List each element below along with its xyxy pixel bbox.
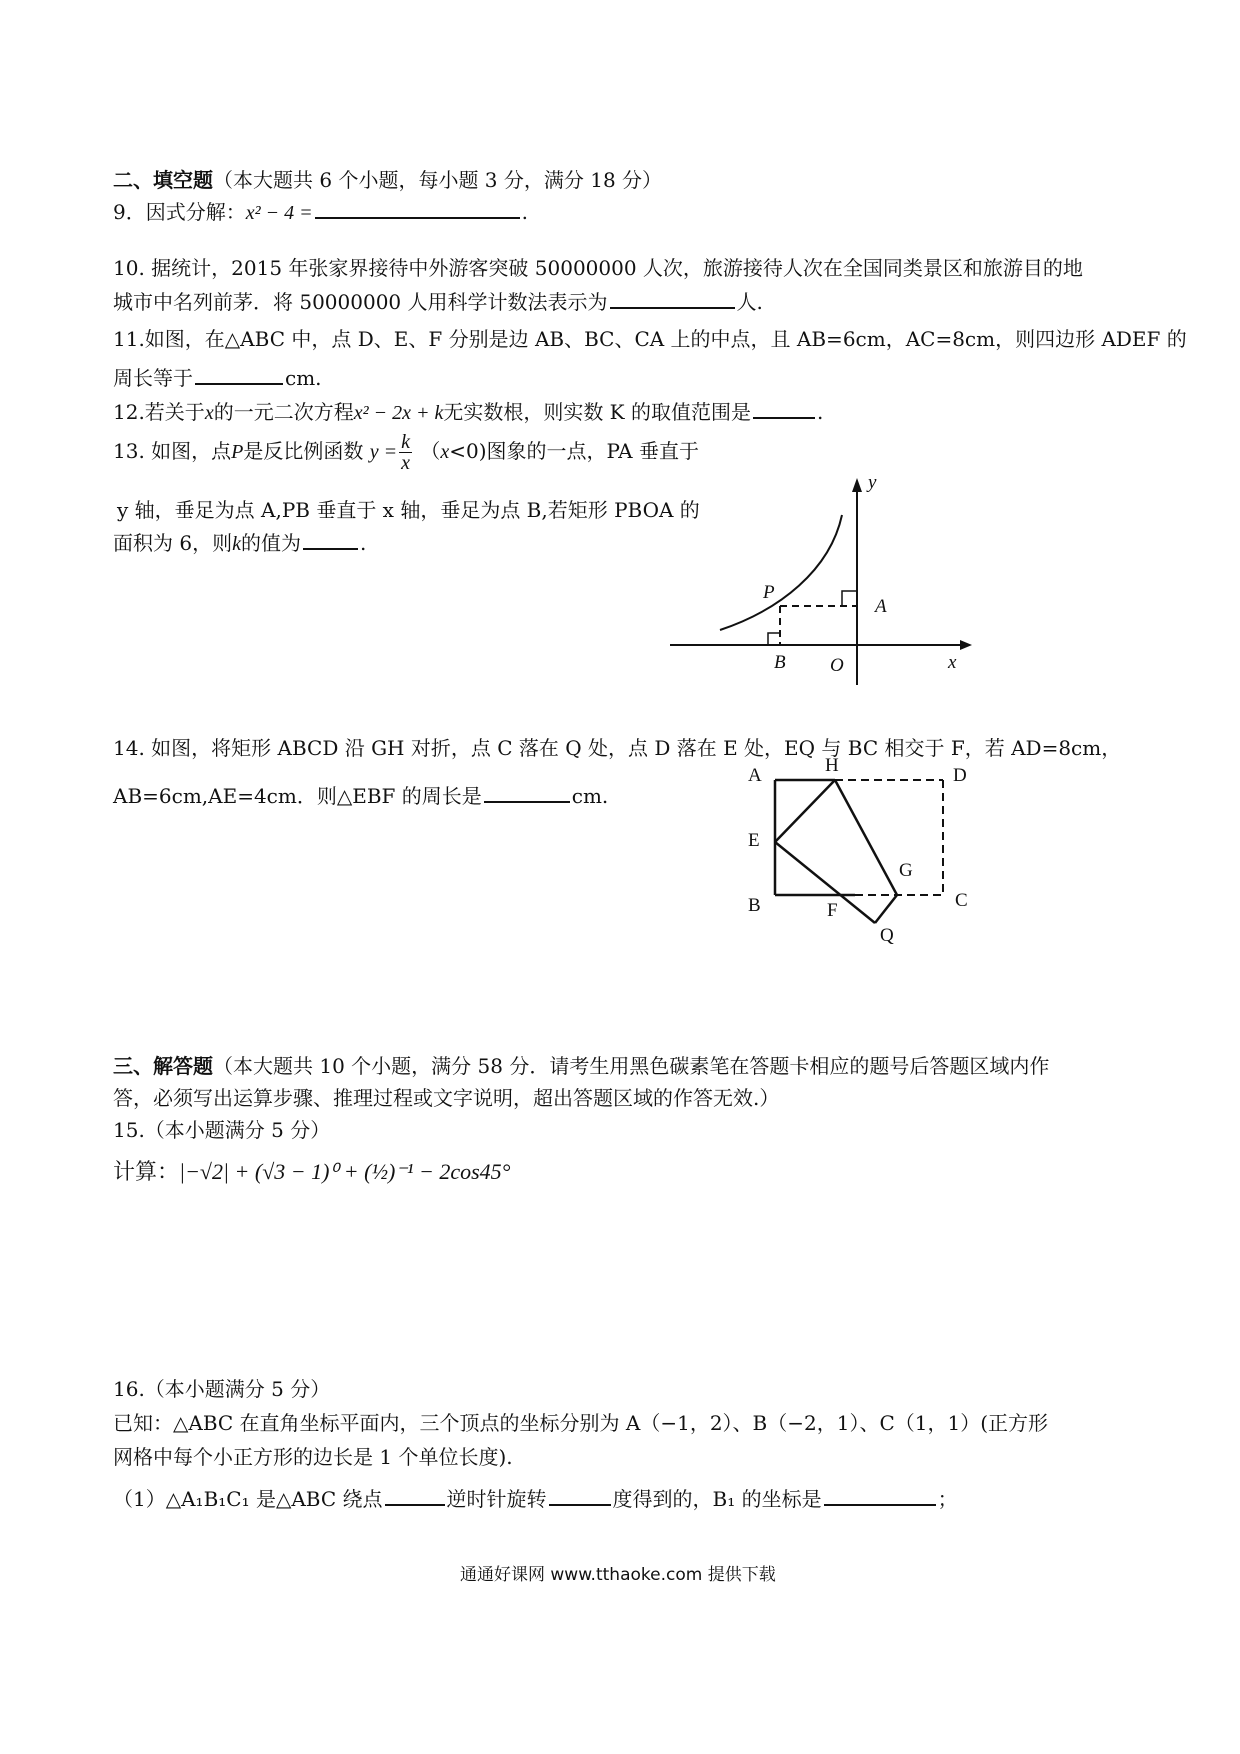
q15-heading: 15.（本小题满分 5 分） — [113, 1118, 331, 1142]
q12-text-a: 12.若关于 — [113, 400, 205, 424]
q14-unit: cm. — [571, 784, 609, 808]
x-axis-arrow — [960, 640, 972, 650]
label-y: y — [868, 472, 877, 493]
q16-angle-blank[interactable] — [549, 1484, 611, 1506]
q12-text-c: 无实数根，则实数 K 的取值范围是 — [443, 400, 751, 424]
q13-answer-blank[interactable] — [303, 528, 358, 550]
q13-fraction — [399, 432, 412, 473]
label-x: x — [948, 652, 957, 673]
q13-text-a: 13. 如图，点 — [113, 439, 232, 463]
segment-qg — [875, 895, 897, 923]
q12-text-b: 的一元二次方程 — [213, 400, 354, 424]
q16-part1-text-c: 度得到的，B₁ 的坐标是 — [612, 1487, 822, 1511]
section-3-note-2: 答，必须写出运算步骤、推理过程或文字说明，超出答题区域的作答无效.） — [113, 1086, 780, 1110]
q13-end: . — [359, 531, 367, 555]
q9-end: . — [521, 200, 528, 224]
section-2-note: （本大题共 6 个小题，每小题 3 分，满分 18 分） — [213, 168, 663, 192]
section-2-title: 二、填空题 — [113, 168, 213, 192]
question-12 — [113, 396, 823, 425]
q15-expression: |−√2| + (√3 − 1)⁰ + (½)⁻¹ − 2cos45° — [179, 1159, 511, 1184]
q16-heading: 16.（本小题满分 5 分） — [113, 1377, 331, 1401]
q13-text-line3: 面积为 6，则 — [113, 531, 233, 555]
right-angle-a — [842, 591, 857, 606]
right-angle-b — [768, 633, 780, 645]
label-f: F — [827, 900, 838, 921]
q13-figure — [660, 470, 980, 690]
q13-condition-var: x — [440, 441, 450, 463]
q13-point-p: P — [231, 441, 244, 463]
q12-variable: x — [204, 402, 214, 424]
q16-center-blank[interactable] — [385, 1484, 445, 1506]
q11-answer-blank[interactable] — [195, 363, 283, 385]
label-h: H — [825, 755, 839, 776]
section-2-heading — [113, 164, 662, 193]
question-9 — [113, 196, 528, 225]
q12-equation: x² − 2x + k — [353, 402, 444, 424]
label-a: A — [748, 765, 762, 786]
label-e: E — [748, 830, 760, 851]
y-axis-arrow — [852, 478, 862, 492]
question-14-line-2 — [113, 780, 608, 809]
q12-end: . — [816, 400, 824, 424]
q13-text-d: <0)图象的一点，PA 垂直于 — [449, 439, 699, 463]
q13-k: k — [232, 533, 241, 555]
q13-text-line3b: 的值为 — [240, 531, 301, 555]
q14-answer-blank[interactable] — [484, 781, 570, 803]
question-13-line-1 — [113, 432, 699, 473]
q16-line-2: 网格中每个小正方形的边长是 1 个单位长度). — [113, 1445, 513, 1469]
q14-figure — [745, 755, 985, 965]
q16-coordinate-blank[interactable] — [824, 1484, 936, 1506]
segment-eq — [775, 842, 875, 923]
q13-function-y: y = — [369, 441, 398, 463]
q10-answer-blank[interactable] — [610, 287, 735, 309]
question-15 — [113, 1155, 510, 1186]
q16-part1-end: ； — [937, 1487, 958, 1511]
q9-expression: x² − 4 = — [245, 202, 313, 224]
section-3-title: 三、解答题 — [113, 1054, 213, 1078]
q15-label: 计算： — [113, 1160, 180, 1185]
label-d: D — [953, 765, 967, 786]
q16-part1-text-a: （1）△A₁B₁C₁ 是△ABC 绕点 — [113, 1487, 383, 1511]
label-p: P — [763, 582, 775, 603]
q16-line-1: 已知：△ABC 在直角坐标平面内，三个顶点的坐标分别为 A（−1，2）、B（−2，1）、C（1，1）(正方形 — [113, 1411, 1049, 1435]
label-b: B — [748, 895, 761, 916]
q13-text-c: （ — [420, 439, 441, 463]
question-10-line-2 — [113, 286, 763, 315]
label-q: Q — [880, 925, 894, 946]
q13-fraction-numerator: k — [401, 431, 411, 453]
q14-text: AB=6cm,AE=4cm．则△EBF 的周长是 — [113, 784, 482, 808]
q11-unit: cm. — [285, 366, 322, 390]
question-11-line-2 — [113, 362, 322, 391]
q11-text: 周长等于 — [113, 366, 193, 390]
segment-hg — [835, 780, 897, 895]
q14-line-1: 14. 如图，将矩形 ABCD 沿 GH 对折，点 C 落在 Q 处，点 D 落在 E 处，EQ 与 BC 相交于 F，若 AD=8cm， — [113, 736, 1122, 760]
label-b: B — [774, 652, 786, 673]
q13-text-b: 是反比例函数 — [243, 439, 364, 463]
section-3-heading — [113, 1050, 1049, 1079]
section-3-note-1: （本大题共 10 个小题，满分 58 分．请考生用黑色碳素笔在答题卡相应的题号后答题区域内作 — [213, 1054, 1050, 1078]
q9-answer-blank[interactable] — [315, 197, 520, 219]
label-o: O — [830, 655, 844, 676]
label-a: A — [875, 596, 887, 617]
segment-he — [775, 780, 835, 842]
q10-line-1: 10. 据统计，2015 年张家界接待中外游客突破 50000000 人次，旅游接待人次在全国同类景区和旅游目的地 — [113, 256, 1083, 280]
question-13-line-3 — [113, 527, 366, 556]
q10-text: 城市中名列前茅．将 50000000 人用科学计数法表示为 — [113, 290, 608, 314]
q10-unit: 人. — [736, 290, 763, 314]
q13-coordinate-graph — [660, 470, 980, 690]
q12-answer-blank[interactable] — [753, 397, 815, 419]
q13-fraction-denominator: x — [401, 452, 411, 474]
label-g: G — [899, 860, 913, 881]
q16-part-1 — [113, 1483, 958, 1512]
q11-line-1: 11.如图，在△ABC 中，点 D、E、F 分别是边 AB、BC、CA 上的中点，且 AB=6cm，AC=8cm，则四边形 ADEF 的 — [113, 327, 1187, 351]
q14-folding-diagram — [745, 755, 985, 965]
page-footer: 通通好课网 www.tthaoke.com 提供下载 — [460, 1565, 776, 1585]
q13-line-2: y 轴，垂足为点 A,PB 垂直于 x 轴，垂足为点 B,若矩形 PBOA 的 — [117, 498, 700, 522]
q9-text: 9．因式分解： — [113, 200, 246, 224]
label-c: C — [955, 890, 968, 911]
q16-part1-text-b: 逆时针旋转 — [446, 1487, 547, 1511]
